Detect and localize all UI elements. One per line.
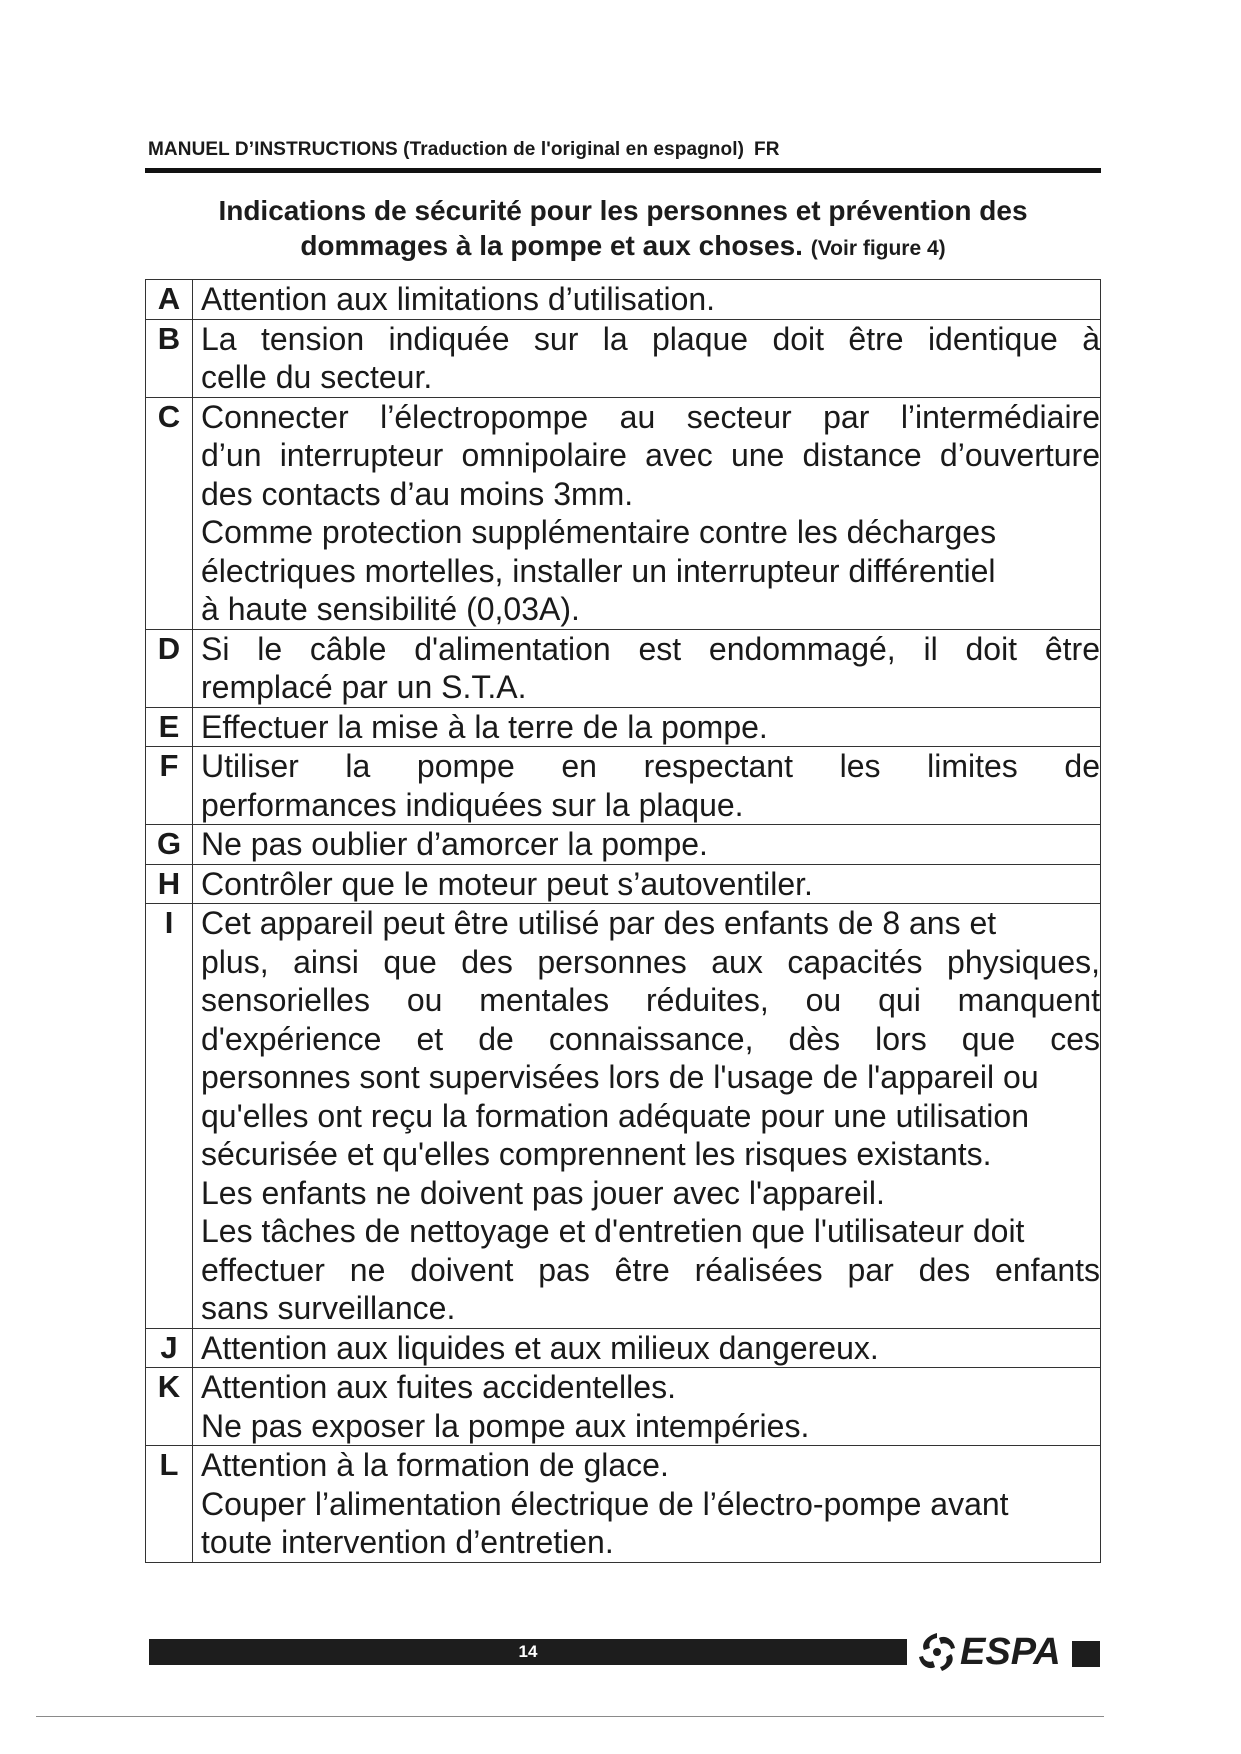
heading-figure-ref: (Voir figure 4) (810, 237, 946, 260)
document-header (148, 139, 1100, 161)
row-text (193, 629, 1101, 707)
row-text (193, 397, 1101, 629)
header-rule (145, 168, 1101, 173)
text-line: Les enfants ne doivent pas jouer avec l'appareil. (201, 1174, 885, 1211)
safety-row (146, 825, 1101, 865)
row-letter: I (146, 904, 193, 1329)
text-line: Effectuer la mise à la terre de la pompe. (201, 708, 768, 745)
row-text (193, 1446, 1101, 1563)
text-line: Connecter l’électropompe au secteur par l’intermédiaire (201, 398, 1100, 435)
footer-bar (149, 1639, 907, 1665)
text-line: Comme protection supplémentaire contre les décharges (201, 514, 997, 550)
row-text (193, 280, 1101, 320)
row-text (193, 707, 1101, 747)
text-line: sensorielles ou mentales réduites, ou qui manquent (201, 982, 1100, 1018)
row-letter: G (146, 825, 193, 865)
espa-swirl-icon (916, 1630, 958, 1674)
text-line: d’un interrupteur omnipolaire avec une distance d’ouverture (201, 437, 1100, 473)
safety-row (146, 629, 1101, 707)
row-text (193, 864, 1101, 904)
espa-logo (916, 1630, 1061, 1674)
footer-square (1072, 1641, 1100, 1667)
safety-row (146, 397, 1101, 629)
safety-row (146, 1368, 1101, 1446)
text-line: performances indiquées sur la plaque. (201, 786, 744, 823)
safety-row (146, 707, 1101, 747)
text-line: La tension indiquée sur la plaque doit être identique à (201, 320, 1100, 357)
text-line: sans surveillance. (201, 1290, 456, 1326)
row-text (193, 747, 1101, 825)
safety-row (146, 280, 1101, 320)
header-lang: FR (754, 139, 780, 160)
text-line: Attention aux limitations d’utilisation. (201, 281, 716, 317)
row-text (193, 1328, 1101, 1368)
text-line: Ne pas exposer la pompe aux intempéries. (201, 1407, 810, 1444)
text-line: Attention aux fuites accidentelles. (201, 1369, 676, 1405)
safety-row (146, 319, 1101, 397)
row-letter: A (146, 280, 193, 320)
text-line: Utiliser la pompe en respectant les limites de (201, 748, 1100, 784)
safety-row (146, 864, 1101, 904)
text-line: Les tâches de nettoyage et d'entretien que l'utilisateur doit (201, 1213, 1025, 1249)
safety-row (146, 1446, 1101, 1563)
text-line: personnes sont supervisées lors de l'usage de l'appareil ou (201, 1059, 1039, 1095)
heading-line1: Indications de sécurité pour les personnes et prévention des (218, 195, 1028, 226)
bottom-rule (36, 1716, 1104, 1717)
row-text (193, 319, 1101, 397)
row-letter: L (146, 1446, 193, 1563)
row-text (193, 1368, 1101, 1446)
row-letter: B (146, 319, 193, 397)
row-letter: C (146, 397, 193, 629)
safety-row (146, 1328, 1101, 1368)
text-line: toute intervention d’entretien. (201, 1524, 614, 1560)
text-line: Si le câble d'alimentation est endommagé, il doit être (201, 630, 1100, 667)
row-letter: K (146, 1368, 193, 1446)
text-line: à haute sensibilité (0,03A). (201, 591, 580, 627)
text-line: effectuer ne doivent pas être réalisées par des enfants (201, 1251, 1100, 1288)
text-line: plus, ainsi que des personnes aux capacités physiques, (201, 943, 1100, 980)
page-number: 14 (518, 1642, 538, 1661)
section-heading (145, 193, 1101, 266)
row-letter: F (146, 747, 193, 825)
row-letter: E (146, 707, 193, 747)
heading-line2: dommages à la pompe et aux choses. (300, 230, 803, 261)
safety-table (145, 279, 1101, 1563)
text-line: Cet appareil peut être utilisé par des enfants de 8 ans et (201, 905, 997, 941)
text-line: celle du secteur. (201, 359, 433, 395)
text-line: qu'elles ont reçu la formation adéquate pour une utilisation (201, 1097, 1029, 1134)
header-title: MANUEL D’INSTRUCTIONS (Traduction de l'original en espagnol) (148, 139, 745, 160)
safety-row (146, 747, 1101, 825)
row-letter: H (146, 864, 193, 904)
row-text (193, 904, 1101, 1329)
safety-row (146, 904, 1101, 1329)
text-line: Attention aux liquides et aux milieux dangereux. (201, 1329, 879, 1366)
text-line: Contrôler que le moteur peut s’autoventiler. (201, 865, 813, 902)
row-text (193, 825, 1101, 865)
row-letter: J (146, 1328, 193, 1368)
text-line: sécurisée et qu'elles comprennent les risques existants. (201, 1136, 992, 1172)
text-line: Couper l’alimentation électrique de l’électro-pompe avant (201, 1485, 1009, 1522)
text-line: Attention à la formation de glace. (201, 1447, 669, 1483)
text-line: d'expérience et de connaissance, dès lors que ces (201, 1020, 1100, 1057)
brand-name: ESPA (960, 1630, 1061, 1673)
text-line: électriques mortelles, installer un interrupteur différentiel (201, 552, 996, 589)
row-letter: D (146, 629, 193, 707)
text-line: des contacts d’au moins 3mm. (201, 475, 634, 512)
text-line: Ne pas oublier d’amorcer la pompe. (201, 826, 708, 862)
text-line: remplacé par un S.T.A. (201, 669, 527, 705)
